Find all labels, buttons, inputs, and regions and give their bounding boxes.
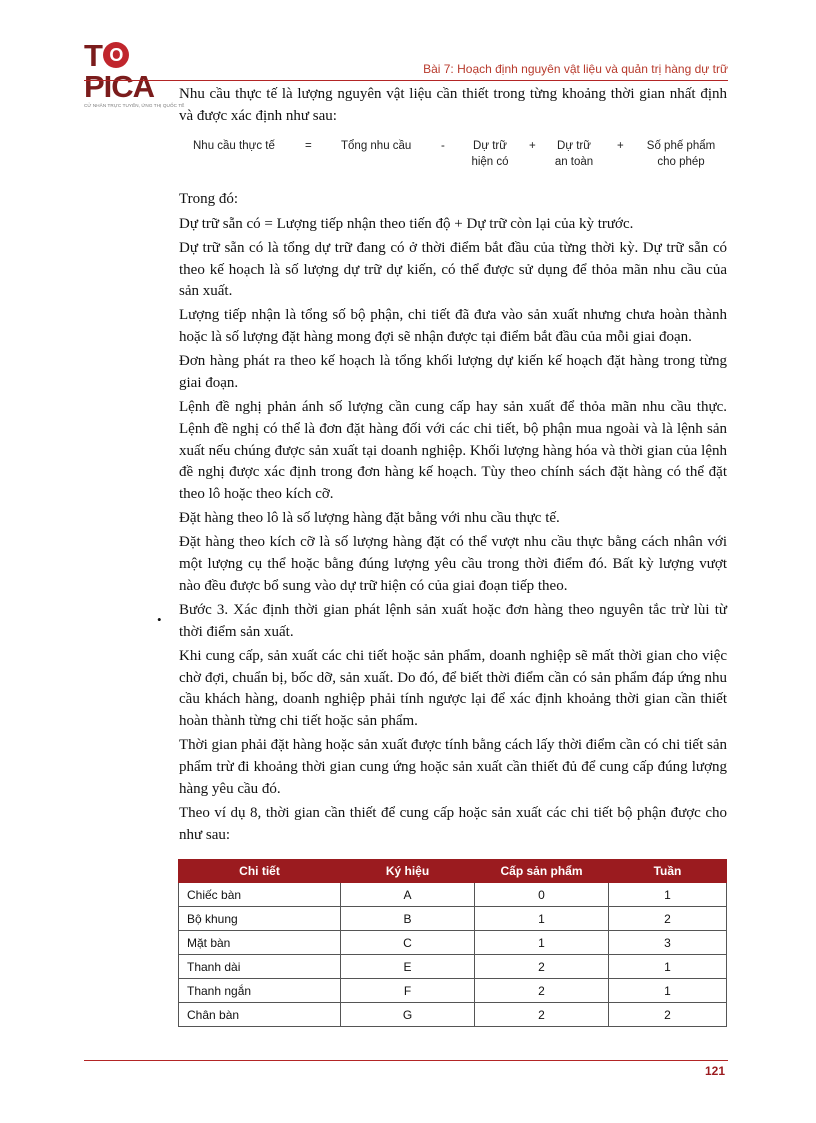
cell-symbol: G: [341, 1003, 475, 1027]
table-row: [179, 1003, 727, 1027]
formula-total-demand: Tổng nhu cầu: [341, 140, 412, 153]
formula-on-hand-line1: Dự trữ: [473, 140, 507, 153]
paragraph-stock-definition: Dự trữ sẵn có = Lượng tiếp nhận theo tiến độ + Dự trữ còn lại của kỳ trước.: [179, 215, 634, 232]
formula-scrap-line1: Số phế phẩm: [646, 140, 716, 153]
paragraph-size-ordering: Đặt hàng theo kích cỡ là số lượng hàng đặt có thể vượt nhu cầu thực bằng cách nhân với một lượng cụ thể hoặc bằng đúng lượng yêu cầu trong thời điểm đó. Bất kỳ lượng vượt nào đều được bổ sung vào dự trữ hiện có của giai đoạn tiếp theo.: [179, 534, 727, 594]
bullet-icon: •: [157, 612, 162, 627]
main-content: [179, 84, 727, 849]
footer-divider: [84, 1060, 728, 1061]
formula-safety-line1: Dự trữ: [557, 140, 591, 153]
paragraph-step-3: Bước 3. Xác định thời gian phát lệnh sản xuất hoặc đơn hàng theo nguyên tắc trừ lùi từ thời điểm sản xuất.: [179, 602, 727, 640]
logo-tagline: CỬ NHÂN TRỰC TUYẾN, ỨNG THỊ QUỐC TẾ: [84, 103, 185, 108]
cell-detail: Chiếc bàn: [179, 883, 341, 907]
topica-logo: [84, 38, 194, 108]
table-row: [179, 979, 727, 1003]
demand-formula: [179, 135, 727, 179]
table-row: [179, 931, 727, 955]
logo-wordmark: T OPICA: [84, 38, 155, 104]
cell-level: 1: [475, 907, 609, 931]
cell-detail: Thanh dài: [179, 955, 341, 979]
cell-level: 0: [475, 883, 609, 907]
formula-safety-stock: [553, 138, 595, 170]
cell-level: 1: [475, 931, 609, 955]
formula-scrap-line2: cho phép: [657, 156, 705, 169]
table-header-row: [179, 860, 727, 883]
cell-symbol: E: [341, 955, 475, 979]
paragraph-intro: Nhu cầu thực tế là lượng nguyên vật liệu cần thiết trong từng khoảng thời gian nhất định và được xác định như sau:: [179, 86, 727, 124]
paragraph-order-time: Thời gian phải đặt hàng hoặc sản xuất được tính bằng cách lấy thời điểm cần có chi tiết sản phẩm trừ đi khoảng thời gian cung ứng hoặc sản xuất cần thiết đủ để cung cấp đúng lượng hàng yêu cầu đó.: [179, 737, 728, 797]
formula-equals: =: [305, 140, 312, 153]
cell-level: 2: [475, 979, 609, 1003]
cell-week: 2: [609, 1003, 727, 1027]
paragraph-available-stock: Dự trữ sẵn có là tổng dự trữ đang có ở thời điểm bắt đầu của từng thời kỳ. Dự trữ sẵn có theo kế hoạch là số lượng dự trữ dự kiến, có thể được sử dụng để thỏa mãn nhu cầu của sản xuất.: [179, 239, 727, 300]
cell-detail: Bộ khung: [179, 907, 341, 931]
cell-symbol: A: [341, 883, 475, 907]
paragraph-lead-time: Khi cung cấp, sản xuất các chi tiết hoặc sản phẩm, doanh nghiệp sẽ mất thời gian cho việc chờ đợi, chuẩn bị, bốc dỡ, sản xuất. Do đó, để biết thời điểm cần có sản phẩm đáp ứng nhu cầu khách hàng, doanh nghiệp phải tính ngược lại để xác định khoảng thời gian cần thiết hoàn thành từng chi tiết hoặc sản phẩm.: [179, 647, 727, 730]
cell-symbol: C: [341, 931, 475, 955]
formula-plus-2: +: [617, 140, 624, 153]
formula-safety-line2: an toàn: [554, 156, 594, 169]
formula-scrap: [643, 138, 719, 170]
paragraph-receipts: Lượng tiếp nhận là tổng số bộ phận, chi tiết đã đưa vào sản xuất nhưng chưa hoàn thành hoặc là số lượng đặt hàng mong đợi sẽ nhận được tại điểm bắt đầu của mỗi giai đoạn.: [179, 307, 727, 346]
cell-symbol: B: [341, 907, 475, 931]
formula-plus-1: +: [529, 140, 536, 153]
cell-detail: Mặt bàn: [179, 931, 341, 955]
cell-level: 2: [475, 955, 609, 979]
formula-minus: -: [441, 140, 445, 153]
cell-symbol: F: [341, 979, 475, 1003]
paragraph-planned-orders: Đơn hàng phát ra theo kế hoạch là tổng khối lượng dự kiến kế hoạch đặt hàng trong từng giai đoạn.: [179, 353, 727, 392]
cell-week: 1: [609, 979, 727, 1003]
logo-o-circle: O: [103, 42, 129, 68]
header-divider: [84, 80, 728, 81]
paragraph-trong-do: Trong đó:: [179, 191, 239, 208]
paragraph-lot-ordering: Đặt hàng theo lô là số lượng hàng đặt bằng với nhu cầu thực tế.: [179, 510, 560, 527]
lead-time-table: [178, 859, 727, 1027]
paragraph-example-8: Theo ví dụ 8, thời gian cần thiết để cung cấp hoặc sản xuất các chi tiết bộ phận được cho như sau:: [179, 804, 727, 843]
col-header-week: Tuần: [609, 860, 727, 883]
cell-week: 1: [609, 955, 727, 979]
cell-detail: Chân bàn: [179, 1003, 341, 1027]
cell-level: 2: [475, 1003, 609, 1027]
cell-week: 3: [609, 931, 727, 955]
cell-detail: Thanh ngắn: [179, 979, 341, 1003]
table-row: [179, 883, 727, 907]
chapter-title: Bài 7: Hoạch định nguyên vật liệu và quản trị hàng dự trữ: [423, 62, 728, 76]
page-number: 121: [704, 1064, 725, 1078]
formula-on-hand: [471, 138, 509, 170]
cell-week: 2: [609, 907, 727, 931]
col-header-level: Cấp sản phẩm: [475, 860, 609, 883]
table-row: [179, 907, 727, 931]
col-header-symbol: Ký hiệu: [341, 860, 475, 883]
formula-lhs: Nhu cầu thực tế: [193, 140, 275, 153]
formula-on-hand-line2: hiện có: [471, 156, 509, 169]
paragraph-order-request: Lệnh đề nghị phản ánh số lượng cần cung cấp hay sản xuất để thỏa mãn nhu cầu thực. Lệnh đề nghị có thể là đơn đặt hàng đối với các chi tiết, bộ phận mua ngoài và là lệnh sản xuất nếu chúng được sản xuất tại doanh nghiệp. Khối lượng hàng hóa và thời gian của lệnh đề nghị được xác định trong đơn hàng kế hoạch. Tùy theo chính sách đặt hàng có thể đặt theo lô hoặc theo kích cỡ.: [179, 399, 727, 503]
table-row: [179, 955, 727, 979]
cell-week: 1: [609, 883, 727, 907]
col-header-detail: Chi tiết: [179, 860, 341, 883]
